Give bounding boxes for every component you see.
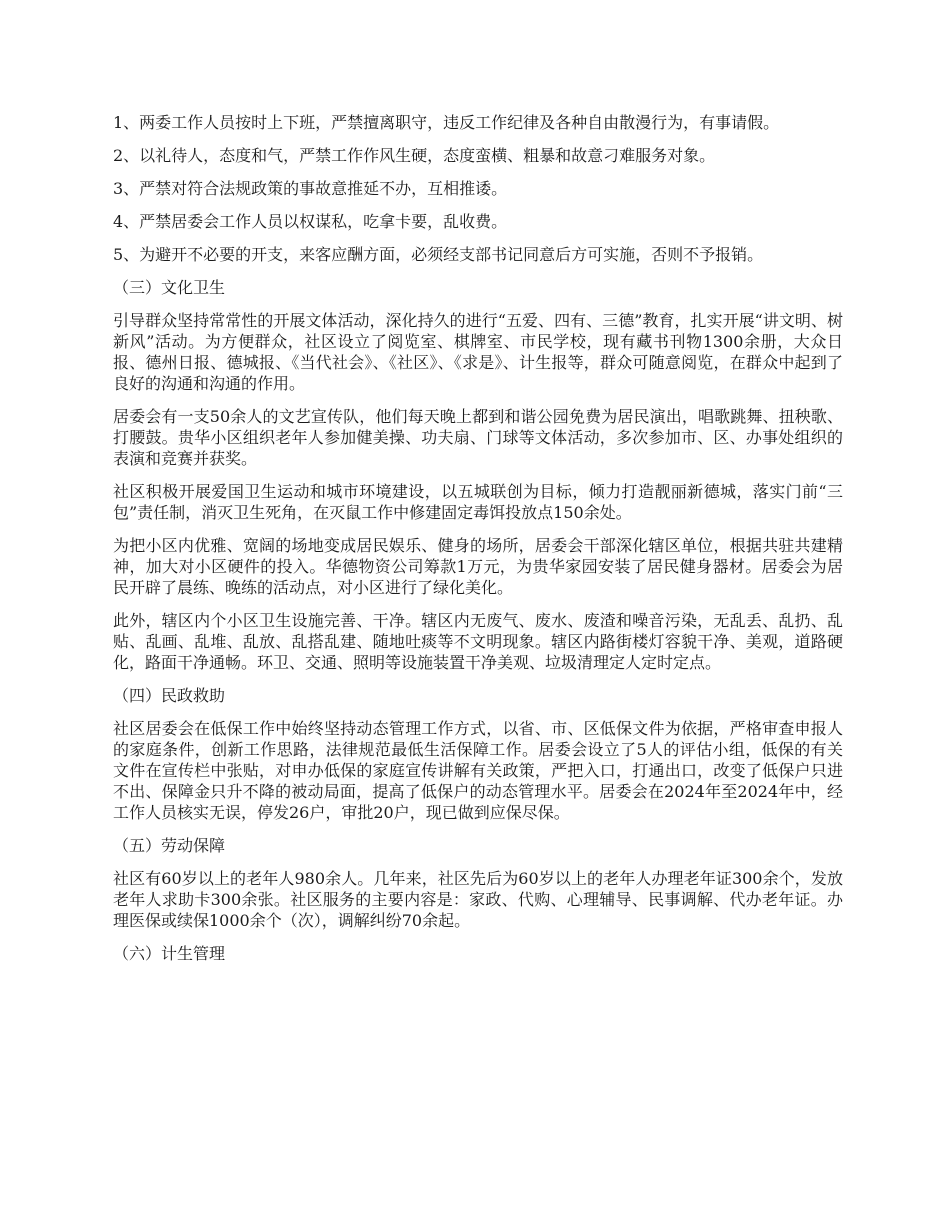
rule-item-2: 2、以礼待人，态度和气，严禁工作作风生硬，态度蛮横、粗暴和故意刁难服务对象。 [113, 146, 716, 165]
paragraph-fitness-facilities: 为把小区内优雅、宽阔的场地变成居民娱乐、健身的场所，居委会干部深化辖区单位，根据共驻共建精神，加大对小区硬件的投入。华德物资公司筹款1万元，为贵华家园安装了居民健身器材。居委会为居民开辟了晨练、晚练的活动点，对小区进行了绿化美化。 [113, 536, 843, 597]
paragraph-art-troupe: 居委会有一支50余人的文艺宣传队，他们每天晚上都到和谐公园免费为居民演出，唱歌跳舞、扭秧歌、打腰鼓。贵华小区组织老年人参加健美操、功夫扇、门球等文体活动，多次参加市、区、办事处组织的表演和竞赛并获奖。 [113, 407, 843, 468]
paragraph-environment: 此外，辖区内个小区卫生设施完善、干净。辖区内无废气、废水、废渣和噪音污染，无乱丢、乱扔、乱贴、乱画、乱堆、乱放、乱搭乱建、随地吐痰等不文明现象。辖区内路街楼灯容貌干净、美观，道路硬化，路面干净通畅。环卫、交通、照明等设施装置干净美观、垃圾清理定人定时定点。 [113, 611, 843, 672]
section-heading-labor-security: （五）劳动保障 [113, 836, 226, 855]
document-body [113, 112, 843, 976]
paragraph-minimum-living: 社区居委会在低保工作中始终坚持动态管理工作方式，以省、市、区低保文件为依据，严格审查申报人的家庭条件，创新工作思路，法律规范最低生活保障工作。居委会设立了5人的评估小组，低保的有关文件在宣传栏中张贴，对申办低保的家庭宣传讲解有关政策，严把入口，打通出口，改变了低保户只进不出、保障金只升不降的被动局面，提高了低保户的动态管理水平。居委会在2024年至2024年中，经工作人员核实无误，停发26户，审批20户，现已做到应保尽保。 [113, 719, 843, 822]
rule-item-5: 5、为避开不必要的开支，来客应酬方面，必须经支部书记同意后方可实施，否则不予报销。 [113, 245, 764, 264]
rule-item-1: 1、两委工作人员按时上下班，严禁擅离职守，违反工作纪律及各种自由散漫行为，有事请假。 [113, 113, 780, 132]
section-heading-civil-aid: （四）民政救助 [113, 686, 226, 705]
paragraph-elderly-services: 社区有60岁以上的老年人980余人。几年来，社区先后为60岁以上的老年人办理老年证300余个，发放老年人求助卡300余张。社区服务的主要内容是：家政、代购、心理辅导、民事调解、代办老年证。办理医保或续保1000余个（次），调解纠纷70余起。 [113, 869, 843, 930]
section-heading-family-planning: （六）计生管理 [113, 944, 226, 963]
rule-item-4: 4、严禁居委会工作人员以权谋私，吃拿卡要，乱收费。 [113, 212, 508, 231]
paragraph-cultural-activities: 引导群众坚持常常性的开展文体活动，深化持久的进行“五爱、四有、三德”教育，扎实开展“讲文明、树新风”活动。为方便群众，社区设立了阅览室、棋牌室、市民学校，现有藏书刊物1300余册，大众日报、德州日报、德城报、《当代社会》、《社区》、《求是》、计生报等，群众可随意阅览，在群众中起到了良好的沟通和沟通的作用。 [113, 311, 843, 393]
section-heading-culture-hygiene: （三）文化卫生 [113, 278, 226, 297]
rule-item-3: 3、严禁对符合法规政策的事故意推延不办，互相推诿。 [113, 179, 508, 198]
paragraph-sanitation-campaign: 社区积极开展爱国卫生运动和城市环境建设，以五城联创为目标，倾力打造靓丽新德城，落实门前“三包”责任制，消灭卫生死角，在灭鼠工作中修建固定毒饵投放点150余处。 [113, 482, 843, 522]
